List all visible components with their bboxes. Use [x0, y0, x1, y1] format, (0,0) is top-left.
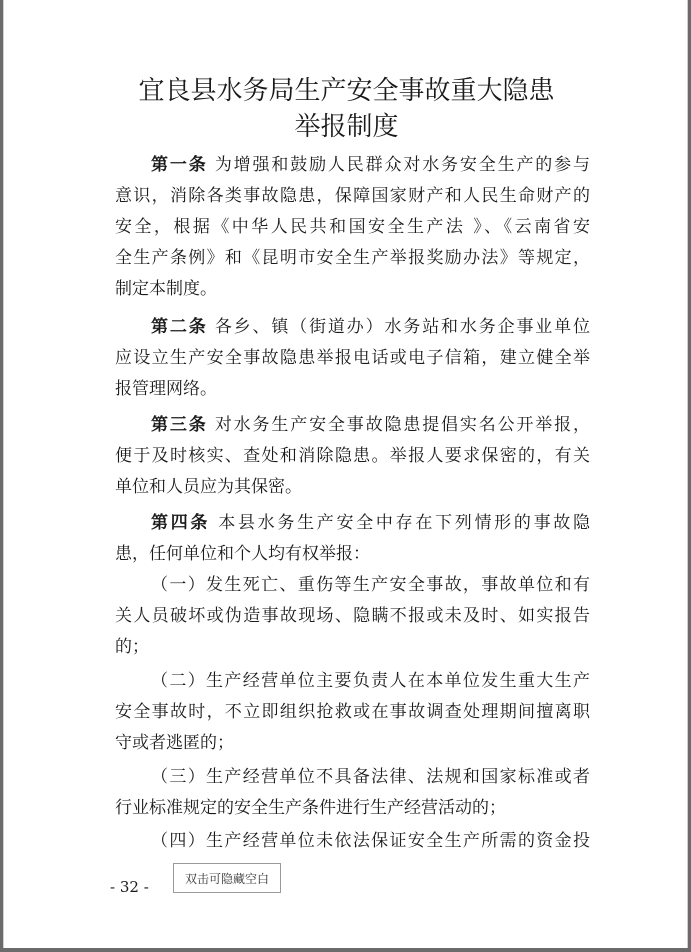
article-text: 为增强和鼓励人民群众对水务安全生产的参与	[207, 155, 591, 175]
article-1	[115, 150, 590, 305]
document-title-line-2: 举报制度	[294, 112, 399, 142]
text-line: 单位和人员应为其保密。	[115, 477, 302, 497]
document-page	[3, 0, 688, 948]
article-4	[115, 508, 590, 570]
text-line: 患，任何单位和个人均有权举报：	[115, 544, 370, 564]
article-3	[115, 410, 590, 503]
article-2	[115, 312, 590, 405]
clause-4	[115, 826, 590, 857]
text-line: （三）生产经营单位不具备法律、法规和国家标准或者	[151, 767, 590, 787]
text-line: 安全，根据《中华人民共和国安全生产法 》、《云南省安	[115, 217, 590, 237]
article-label: 第一条	[151, 155, 208, 175]
clause-2	[115, 666, 590, 759]
text-line	[115, 508, 590, 539]
text-line: 便于及时核实、查处和消除隐患。举报人要求保密的，有关	[115, 446, 590, 466]
article-text: 本县水务生产安全中存在下列情形的事故隐	[210, 513, 591, 533]
text-line: 行业标准规定的安全生产条件进行生产经营活动的；	[115, 798, 506, 818]
article-text: 各乡、镇（街道办）水务站和水务企事业单位	[207, 317, 591, 337]
text-line: 应设立生产安全事故隐患举报电话或电子信箱，建立健全举	[115, 348, 590, 368]
article-label: 第四条	[151, 513, 211, 533]
text-line: 制定本制度。	[115, 279, 217, 299]
text-line: （二）生产经营单位主要负责人在本单位发生重大生产	[151, 671, 590, 691]
text-line: 的；	[115, 637, 149, 657]
text-line	[115, 410, 590, 441]
clause-1	[115, 570, 590, 663]
article-label: 第二条	[151, 317, 208, 337]
article-label: 第三条	[151, 415, 208, 435]
text-line: 安全事故时，不立即组织抢救或在事故调查处理期间擅离职	[115, 702, 590, 722]
document-title-line-1: 宜良县水务局生产安全事故重大隐患	[138, 76, 555, 106]
text-line	[115, 150, 590, 181]
text-line: 意识，消除各类事故隐患，保障国家财产和人民生命财产的	[115, 186, 590, 206]
text-line: 全生产条例》和《昆明市安全生产举报奖励办法》等规定，	[115, 248, 590, 268]
text-line: 关人员破坏或伪造事故现场、隐瞒不报或未及时、如实报告	[115, 606, 590, 626]
text-line: 报管理网络。	[115, 379, 217, 399]
text-line: （四）生产经营单位未依法保证安全生产所需的资金投	[151, 831, 590, 851]
clause-3	[115, 762, 590, 824]
text-line	[115, 312, 590, 343]
text-line: 守或者逃匿的；	[115, 733, 234, 753]
text-line: （一）发生死亡、重伤等生产安全事故，事故单位和有	[151, 575, 590, 595]
page-number: - 32 -	[110, 878, 149, 896]
hide-blank-button[interactable]: 双击可隐藏空白	[173, 863, 281, 893]
article-text: 对水务生产安全事故隐患提倡实名公开举报，	[207, 415, 591, 435]
